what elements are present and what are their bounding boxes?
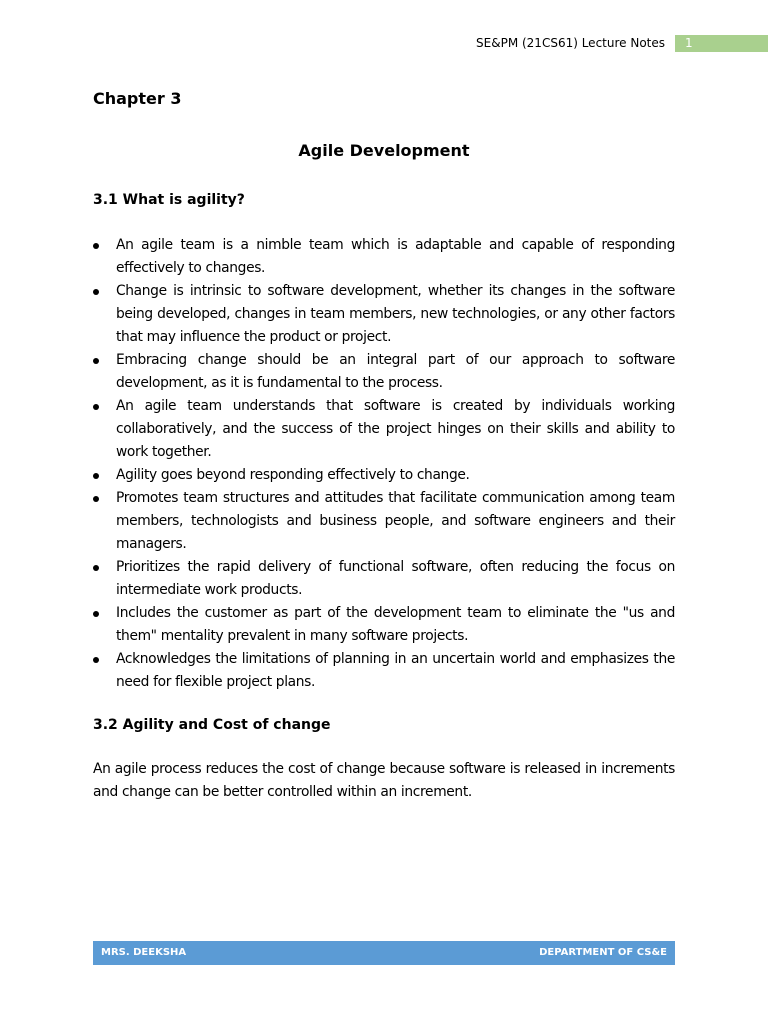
- header-title: SE&PM (21CS61) Lecture Notes: [476, 36, 665, 50]
- bullet-item: [93, 602, 675, 648]
- bullet-item: [93, 395, 675, 464]
- bullet-text: An agile team is a nimble team which is adaptable and capable of responding effectively to changes.: [116, 237, 675, 276]
- section-heading-3-1: 3.1 What is agility?: [93, 192, 245, 208]
- page-number: 1: [685, 36, 693, 50]
- bullet-item: [93, 464, 675, 487]
- agility-bullet-list: [93, 234, 675, 694]
- page-header: [0, 35, 768, 53]
- bullet-icon: [93, 496, 99, 502]
- chapter-label: Chapter 3: [93, 89, 182, 108]
- bullet-icon: [93, 404, 99, 410]
- bullet-text: Acknowledges the limitations of planning in an uncertain world and emphasizes the need for flexible project plans.: [116, 651, 675, 690]
- bullet-text: Change is intrinsic to software development, whether its changes in the software being developed, changes in team members, new technologies, or any other factors that may influence the product or project.: [116, 283, 675, 345]
- bullet-icon: [93, 611, 99, 617]
- bullet-item: [93, 556, 675, 602]
- bullet-item: [93, 234, 675, 280]
- bullet-item: [93, 349, 675, 395]
- footer-department: DEPARTMENT OF CS&E: [539, 947, 667, 958]
- bullet-icon: [93, 565, 99, 571]
- bullet-text: Includes the customer as part of the development team to eliminate the "us and them" mentality prevalent in many software projects.: [116, 605, 675, 644]
- bullet-icon: [93, 473, 99, 479]
- bullet-item: [93, 280, 675, 349]
- bullet-item: [93, 648, 675, 694]
- bullet-text: Embracing change should be an integral part of our approach to software development, as it is fundamental to the process.: [116, 352, 675, 391]
- bullet-text: Prioritizes the rapid delivery of functional software, often reducing the focus on intermediate work products.: [116, 559, 675, 598]
- page-title: Agile Development: [298, 141, 470, 160]
- page-number-tab: [675, 35, 768, 52]
- bullet-icon: [93, 289, 99, 295]
- bullet-text: An agile team understands that software is created by individuals working collaboratively, and the success of the project hinges on their skills and ability to work together.: [116, 398, 675, 460]
- footer-author: MRS. DEEKSHA: [101, 947, 187, 958]
- bullet-text: Agility goes beyond responding effectively to change.: [116, 467, 470, 483]
- bullet-icon: [93, 243, 99, 249]
- bullet-text: Promotes team structures and attitudes that facilitate communication among team members, technologists and business people, and software engineers and their managers.: [116, 490, 675, 552]
- bullet-icon: [93, 657, 99, 663]
- page-footer: [93, 941, 675, 965]
- section-heading-3-2: 3.2 Agility and Cost of change: [93, 717, 331, 733]
- bullet-icon: [93, 358, 99, 364]
- body-paragraph: An agile process reduces the cost of change because software is released in increments and change can be better controlled within an increment.: [93, 761, 675, 800]
- bullet-item: [93, 487, 675, 556]
